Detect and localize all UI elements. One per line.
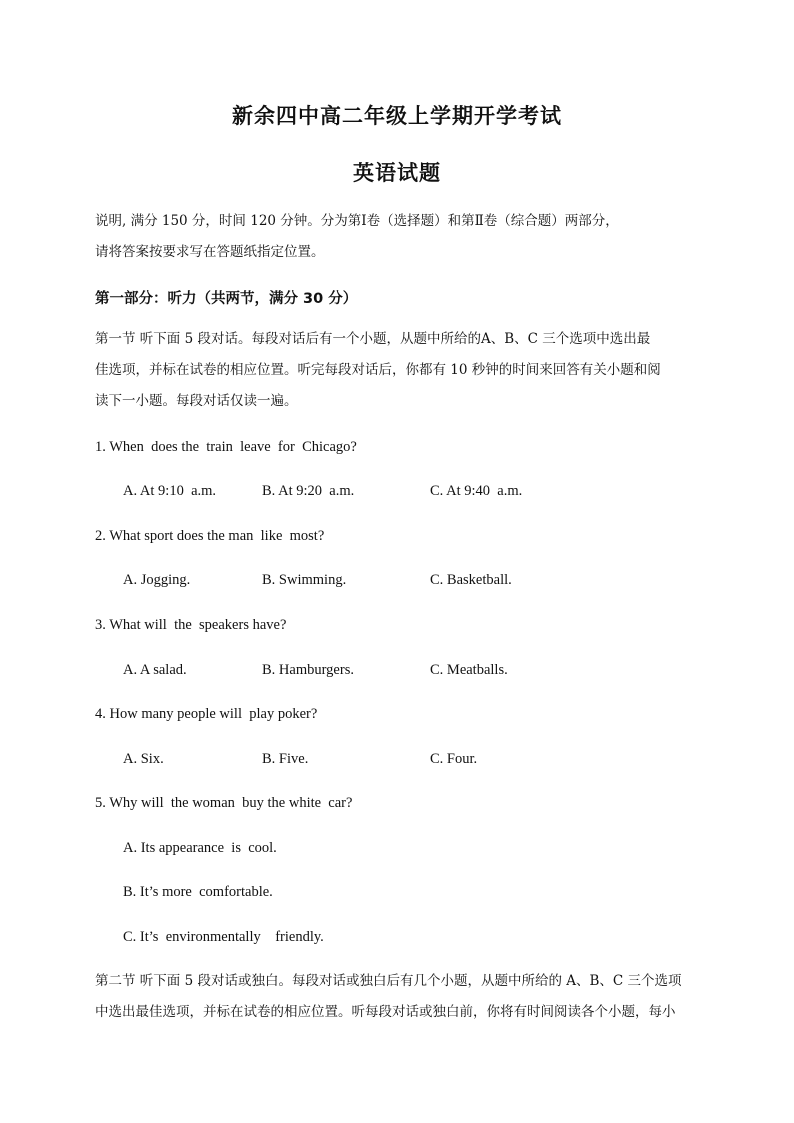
question-4-option-c: C. Four. (430, 751, 478, 767)
section2-line-1: 第二节 听下面 5 段对话或独白。每段对话或独白后有几个小题，从题中所给的 A、B、C 三个选项 (95, 973, 682, 989)
instructions (95, 206, 705, 268)
question-3-stem: 3. What will the speakers have? (95, 617, 287, 633)
question-5-option-b: B. It’s more comfortable. (123, 884, 273, 900)
exam-subtitle: 英语试题 (353, 161, 441, 185)
section1-line-3: 读下一小题。每段对话仅读一遍。 (95, 393, 298, 409)
question-3-option-a: A. A salad. (123, 662, 187, 678)
question-4-option-b: B. Five. (262, 751, 309, 767)
instructions-line-1: 说明, 满分 150 分，时间 120 分钟。分为第Ⅰ卷（选择题）和第Ⅱ卷（综合题）两部分， (95, 213, 619, 229)
question-4-option-a: A. Six. (123, 751, 164, 767)
question-5-option-a: A. Its appearance is cool. (123, 840, 277, 856)
question-1-stem: 1. When does the train leave for Chicago? (95, 439, 357, 455)
question-2-option-a: A. Jogging. (123, 572, 191, 588)
question-1-option-a: A. At 9:10 a.m. (123, 483, 217, 499)
section2-text (95, 966, 705, 1028)
question-1-option-c: C. At 9:40 a.m. (430, 483, 523, 499)
question-2-stem: 2. What sport does the man like most? (95, 528, 325, 544)
section1-text (95, 324, 705, 417)
section1-line-2: 佳选项，并标在试卷的相应位置。听完每段对话后，你都有 10 秒钟的时间来回答有关小题和阅 (95, 362, 661, 378)
exam-title: 新余四中高二年级上学期开学考试 (232, 104, 562, 128)
question-2-option-c: C. Basketball. (430, 572, 512, 588)
question-3-option-c: C. Meatballs. (430, 662, 508, 678)
part1-heading: 第一部分：听力（共两节，满分 30 分） (95, 291, 358, 307)
question-2-option-b: B. Swimming. (262, 572, 347, 588)
question-1-option-b: B. At 9:20 a.m. (262, 483, 355, 499)
question-5-stem: 5. Why will the woman buy the white car? (95, 795, 353, 811)
question-3-option-b: B. Hamburgers. (262, 662, 354, 678)
instructions-line-2: 请将答案按要求写在答题纸指定位置。 (95, 244, 325, 260)
question-5-option-c: C. It’s environmentally friendly. (123, 929, 324, 945)
question-4-stem: 4. How many people will play poker? (95, 706, 318, 722)
section1-line-1: 第一节 听下面 5 段对话。每段对话后有一个小题，从题中所给的A、B、C 三个选项中选出最 (95, 331, 651, 347)
section2-line-2: 中选出最佳选项，并标在试卷的相应位置。听每段对话或独白前，你将有时间阅读各个小题，每小 (95, 1004, 676, 1020)
